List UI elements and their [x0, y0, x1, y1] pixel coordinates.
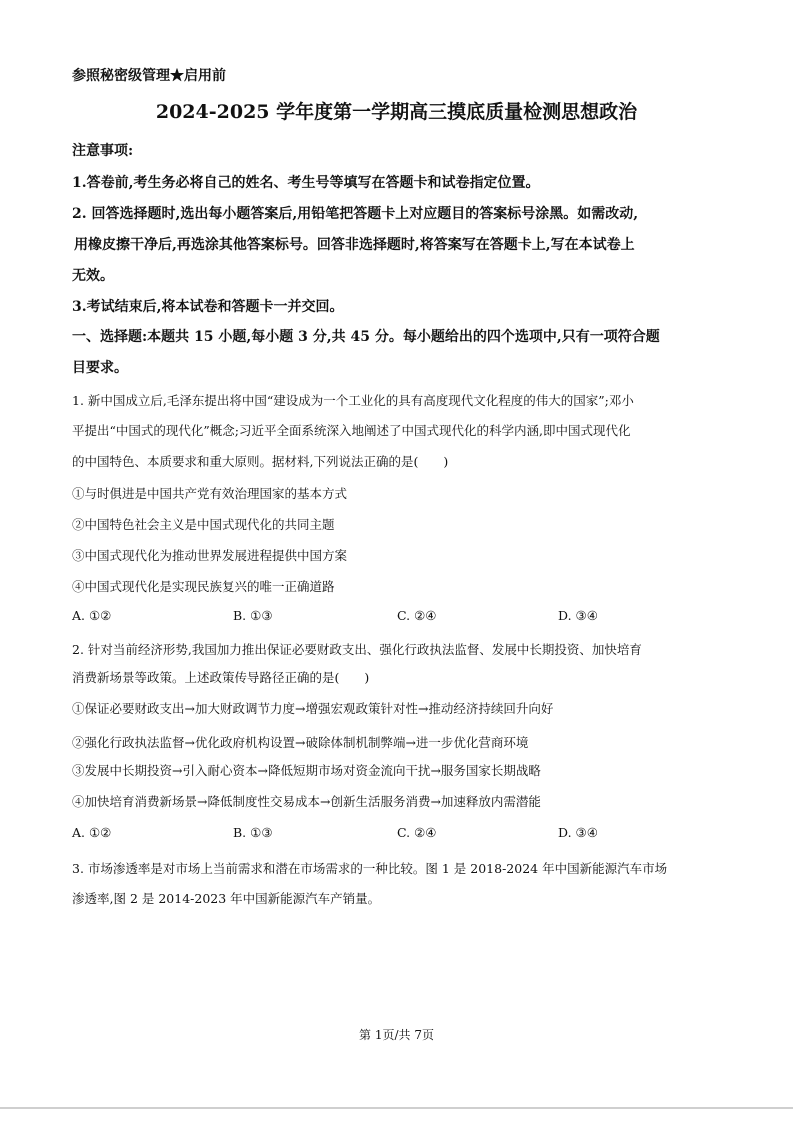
question-text: 消费新场景等政策。上述政策传导路径正确的是( ): [72, 670, 370, 685]
statement: ④加快培育消费新场景→降低制度性交易成本→创新生活服务消费→加速释放内需潜能: [72, 794, 541, 809]
option-b: B. ①③: [233, 825, 273, 840]
statement: ②中国特色社会主义是中国式现代化的共同主题: [72, 517, 335, 532]
statement: ③中国式现代化为推动世界发展进程提供中国方案: [72, 548, 348, 563]
statement: ①与时俱进是中国共产党有效治理国家的基本方式: [72, 486, 348, 501]
statement: ①保证必要财政支出→加大财政调节力度→增强宏观政策针对性→推动经济持续回升向好: [72, 701, 554, 716]
statement: ③发展中长期投资→引入耐心资本→降低短期市场对资金流向干扰→服务国家长期战略: [72, 763, 541, 778]
question-text: 3. 市场渗透率是对市场上当前需求和潜在市场需求的一种比较。图 1 是 2018-2024 年中国新能源汽车市场: [72, 861, 668, 876]
secret-label: 参照秘密级管理★启用前: [72, 68, 226, 84]
section-heading-cont: 目要求。: [72, 360, 128, 376]
notes-heading: 注意事项:: [72, 143, 134, 159]
question-text: 1. 新中国成立后,毛泽东提出将中国“建设成为一个工业化的具有高度现代文化程度的伟大的国家”;邓小: [72, 393, 634, 408]
option-c: C. ②④: [397, 825, 437, 840]
note-item: 1.答卷前,考生务必将自己的姓名、考生号等填写在答题卡和试卷指定位置。: [72, 175, 540, 191]
option-a: A. ①②: [72, 825, 112, 840]
page-number: 第 1页/共 7页: [359, 1028, 434, 1042]
page-bottom-divider: [0, 1107, 793, 1109]
question-text: 的中国特色、本质要求和重大原则。据材料,下列说法正确的是( ): [72, 454, 449, 469]
note-item: 3.考试结束后,将本试卷和答题卡一并交回。: [72, 299, 344, 315]
option-a: A. ①②: [72, 608, 112, 623]
note-item: 用橡皮擦干净后,再选涂其他答案标号。回答非选择题时,将答案写在答题卡上,写在本试卷上: [74, 237, 635, 253]
option-d: D. ③④: [558, 825, 598, 840]
question-text: 渗透率,图 2 是 2014-2023 年中国新能源汽车产销量。: [72, 891, 381, 906]
note-item: 2. 回答选择题时,选出每小题答案后,用铅笔把答题卡上对应题目的答案标号涂黑。如需改动,: [72, 206, 639, 222]
question-text: 平提出“中国式的现代化”概念;习近平全面系统深入地阐述了中国式现代化的科学内涵,即中国式现代化: [72, 423, 631, 438]
note-item: 无效。: [72, 268, 114, 284]
statement: ②强化行政执法监督→优化政府机构设置→破除体制机制弊端→进一步优化营商环境: [72, 735, 529, 750]
exam-title: 2024-2025 学年度第一学期高三摸底质量检测思想政治: [155, 101, 638, 123]
option-c: C. ②④: [397, 608, 437, 623]
question-text: 2. 针对当前经济形势,我国加力推出保证必要财政支出、强化行政执法监督、发展中长期投资、加快培育: [72, 642, 642, 657]
section-heading: 一、选择题:本题共 15 小题,每小题 3 分,共 45 分。每小题给出的四个选项中,只有一项符合题: [72, 329, 660, 345]
option-d: D. ③④: [558, 608, 598, 623]
option-b: B. ①③: [233, 608, 273, 623]
statement: ④中国式现代化是实现民族复兴的唯一正确道路: [72, 579, 335, 594]
